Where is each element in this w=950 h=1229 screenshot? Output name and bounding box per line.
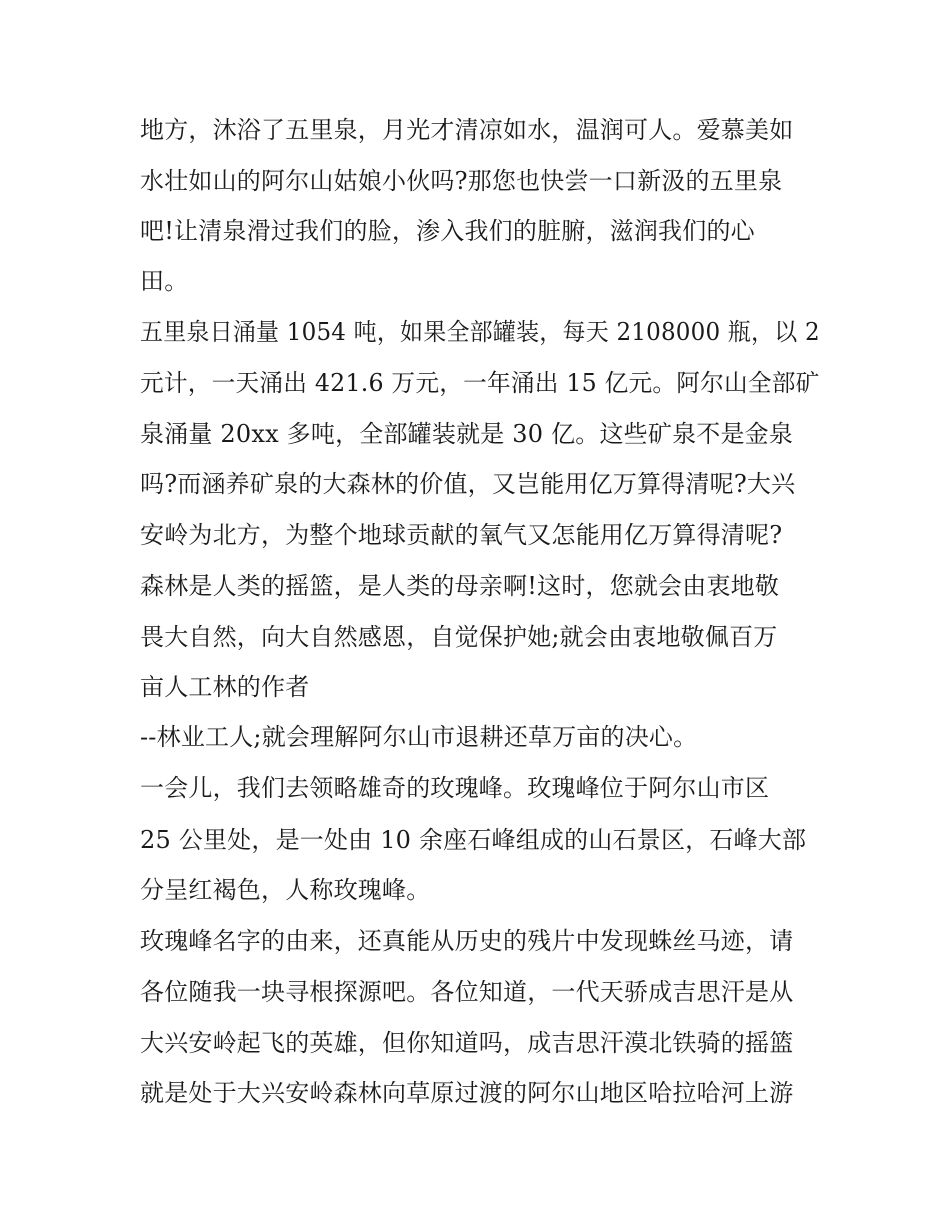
text-line: 畏大自然，向大自然感恩，自觉保护她;就会由衷地敬佩百万 <box>140 623 778 651</box>
text-line: 玫瑰峰名字的由来，还真能从历史的残片中发现蛛丝马迹，请 <box>140 927 794 955</box>
text-line: 安岭为北方，为整个地球贡献的氧气又怎能用亿万算得清呢? <box>140 521 783 549</box>
text-line: 吗?而涵养矿泉的大森林的价值，又岂能用亿万算得清呢?大兴 <box>140 470 796 498</box>
text-line: 田。 <box>140 267 189 295</box>
text-line: 分呈红褐色，人称玫瑰峰。 <box>140 876 431 904</box>
text-line: --林业工人;就会理解阿尔山市退耕还草万亩的决心。 <box>140 723 698 751</box>
text-line: 亩人工林的作者 <box>140 673 310 701</box>
text-line: 大兴安岭起飞的英雄，但你知道吗，成吉思汗漠北铁骑的摇篮 <box>140 1029 794 1057</box>
text-line: 就是处于大兴安岭森林向草原过渡的阿尔山地区哈拉哈河上游 <box>140 1079 794 1107</box>
text-line: 水壮如山的阿尔山姑娘小伙吗?那您也快尝一口新汲的五里泉 <box>140 167 783 195</box>
text-line: 森林是人类的摇篮，是人类的母亲啊!这时，您就会由衷地敬 <box>140 572 780 600</box>
text-line: 吧!让清泉滑过我们的脸，渗入我们的脏腑，滋润我们的心 <box>140 217 755 245</box>
text-line: 地方，沐浴了五里泉，月光才清凉如水，温润可人。爱慕美如 <box>140 116 794 144</box>
text-line: 泉涌量 20xx 多吨，全部罐装就是 30 亿。这些矿泉不是金泉 <box>140 420 794 448</box>
text-line: 元计，一天涌出 421.6 万元，一年涌出 15 亿元。阿尔山全部矿 <box>140 369 820 397</box>
text-line: 五里泉日涌量 1054 吨，如果全部罐装，每天 2108000 瓶，以 2 <box>140 318 820 346</box>
text-line: 25 公里处，是一处由 10 余座石峰组成的山石景区，石峰大部 <box>140 826 807 854</box>
text-line: 一会儿，我们去领略雄奇的玫瑰峰。玫瑰峰位于阿尔山市区 <box>140 774 770 802</box>
text-line: 各位随我一块寻根探源吧。各位知道，一代天骄成吉思汗是从 <box>140 978 794 1006</box>
